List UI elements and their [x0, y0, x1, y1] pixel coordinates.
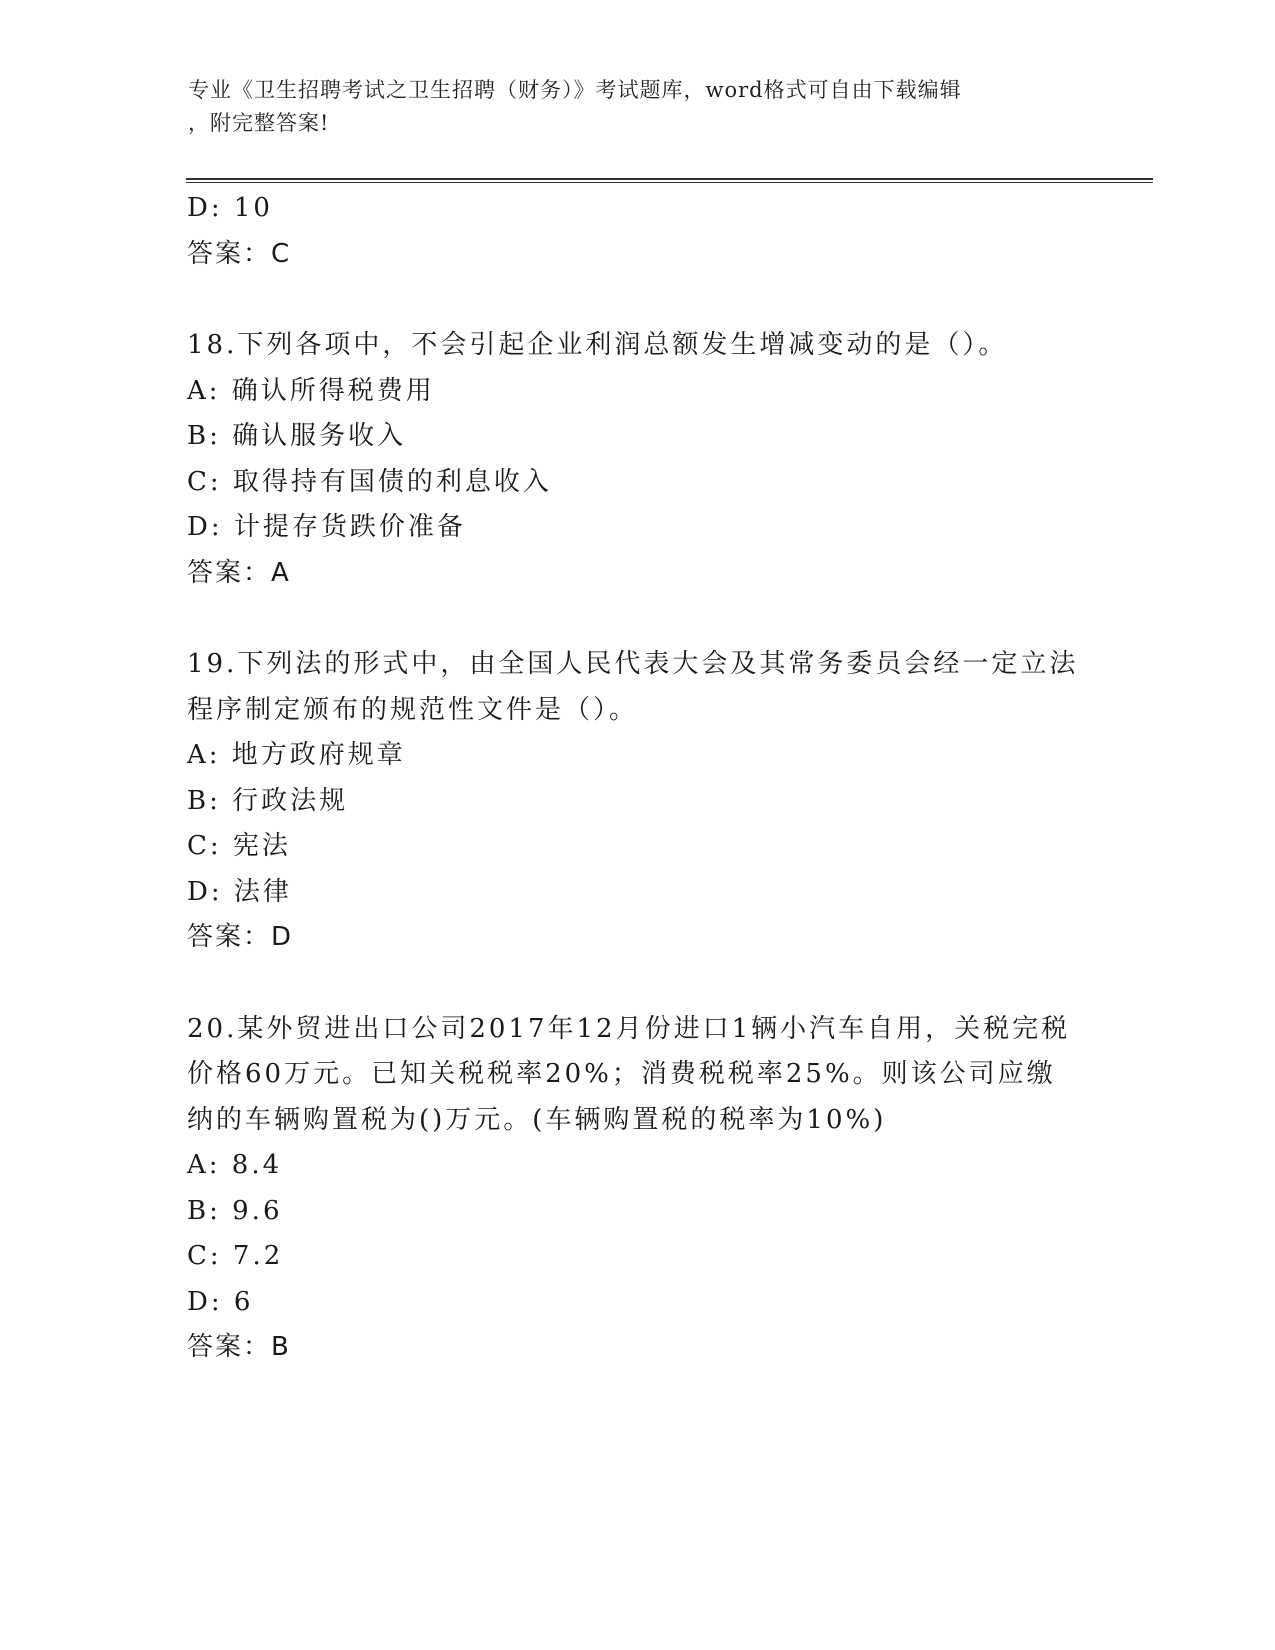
question-text: 价格60万元。已知关税税率20%；消费税税率25%。则该公司应缴	[187, 1059, 1056, 1089]
option-c: C: 取得持有国债的利息收入	[187, 466, 552, 497]
option-a: A: 地方政府规章	[187, 740, 406, 770]
option-d: D: 法律	[187, 876, 292, 907]
question-text: 程序制定颁布的规范性文件是（）。	[187, 694, 639, 725]
question-text: 18.下列各项中，不会引起企业利润总额发生增减变动的是（）。	[187, 330, 1008, 360]
option-a: A: 确认所得税费用	[187, 375, 435, 406]
question-text: 20.某外贸进出口公司2017年12月份进口1辆小汽车自用，关税完税	[187, 1013, 1071, 1044]
option-b: B: 行政法规	[187, 785, 349, 816]
question-19	[187, 642, 1087, 961]
option-c: C: 7.2	[187, 1241, 284, 1271]
question-text: 纳的车辆购置税为()万元。(车辆购置税的税率为10%)	[187, 1104, 887, 1135]
option-a: A: 8.4	[187, 1150, 283, 1180]
answer: 答案：D	[187, 922, 294, 952]
answer: 答案：A	[187, 557, 291, 588]
page-header	[188, 74, 1068, 140]
option-d: D: 计提存货跌价准备	[187, 512, 466, 542]
option-b: B: 9.6	[187, 1195, 283, 1226]
question-20	[187, 1007, 1087, 1371]
header-divider	[186, 178, 1153, 183]
option-b: B: 确认服务收入	[187, 421, 407, 451]
question-text: 19.下列法的形式中，由全国人民代表大会及其常务委员会经一定立法	[187, 649, 1079, 679]
header-line-1: 专业《卫生招聘考试之卫生招聘（财务）》考试题库，word格式可自由下载编辑	[188, 78, 962, 102]
question-content	[187, 186, 1087, 1371]
header-line-2: ，附完整答案!	[188, 111, 330, 135]
option-d: D: 10	[187, 193, 273, 223]
answer: 答案：B	[187, 1332, 291, 1362]
answer: 答案：C	[187, 238, 292, 269]
option-c: C: 宪法	[187, 831, 291, 861]
option-d: D: 6	[187, 1286, 254, 1317]
question-18	[187, 323, 1087, 596]
